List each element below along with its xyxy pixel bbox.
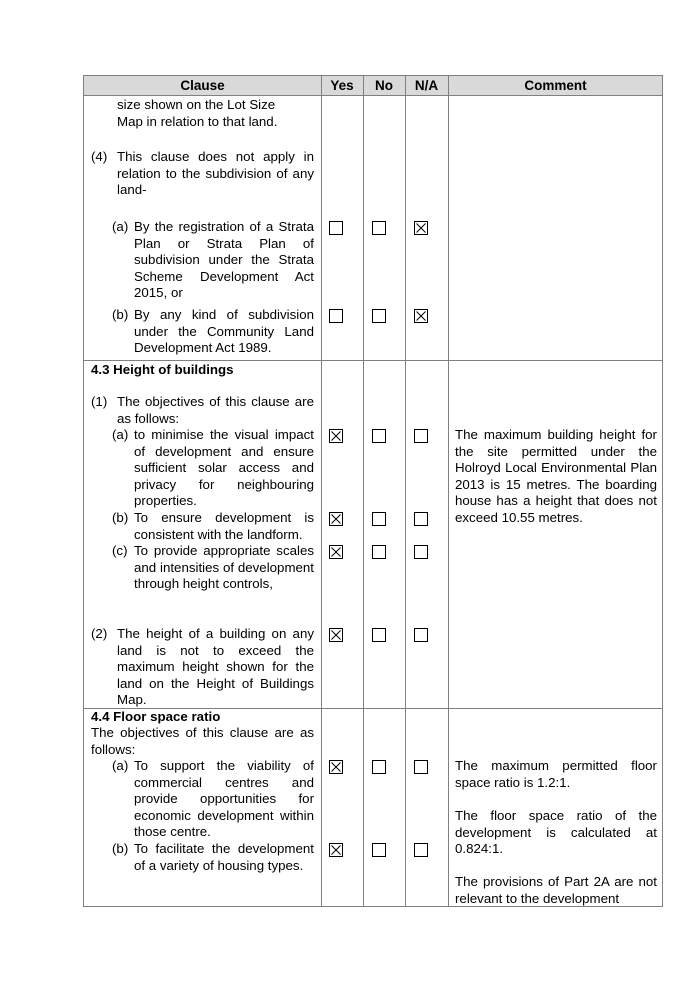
checkbox-no[interactable] xyxy=(372,628,386,642)
clause-continued-line: size shown on the Lot Size xyxy=(117,97,276,112)
clause-text: The objectives of this clause are as follows: xyxy=(117,394,314,426)
checkbox-no[interactable] xyxy=(372,221,386,235)
checkbox-na[interactable] xyxy=(414,429,428,443)
checkbox-row xyxy=(84,429,662,443)
checkbox-row xyxy=(84,221,662,235)
compliance-table xyxy=(83,75,663,907)
comment-text: The provisions of Part 2A are not relevant to the development xyxy=(455,874,657,906)
checkbox-row xyxy=(84,843,662,857)
checkbox-no[interactable] xyxy=(372,309,386,323)
checkbox-yes-checked[interactable] xyxy=(329,628,343,642)
section-heading: 4.3 Height of buildings xyxy=(91,362,234,377)
checkbox-yes-checked[interactable] xyxy=(329,545,343,559)
checkbox-no[interactable] xyxy=(372,512,386,526)
item-text: By any kind of subdivision under the Community Land Development Act 1989. xyxy=(134,307,314,356)
header-no: No xyxy=(375,78,393,93)
checkbox-na[interactable] xyxy=(414,545,428,559)
checkbox-no[interactable] xyxy=(372,843,386,857)
checkbox-yes[interactable] xyxy=(329,309,343,323)
checkbox-row xyxy=(84,760,662,774)
clause-continued-line: Map in relation to that land. xyxy=(117,114,278,129)
checkbox-row xyxy=(84,309,662,323)
checkbox-row xyxy=(84,628,662,642)
comment-text: The maximum building height for the site permitted under the Holroyd Local Environmental Plan 2013 is 15 metres. The boarding house has a height that does not exceed 10.55 metres. xyxy=(455,427,657,525)
header-yes: Yes xyxy=(330,78,354,93)
column-divider xyxy=(448,76,449,906)
header-clause: Clause xyxy=(180,78,225,93)
checkbox-yes-checked[interactable] xyxy=(329,429,343,443)
item-label: (a) xyxy=(112,427,129,442)
item-text: To support the viability of commercial centres and provide opportunities for economic development within those centre. xyxy=(134,758,314,840)
table-header xyxy=(84,76,662,95)
column-divider xyxy=(363,76,364,906)
item-text: to minimise the visual impact of development and ensure sufficient solar access and privacy for neighbouring properties. xyxy=(134,427,314,509)
section-heading: 4.4 Floor space ratio xyxy=(91,709,221,724)
item-label: (b) xyxy=(112,841,129,856)
item-label: (a) xyxy=(112,758,129,773)
clause-number: (4) xyxy=(91,149,108,164)
header-na: N/A xyxy=(414,78,439,93)
item-label: (c) xyxy=(112,543,128,558)
clause-text: This clause does not apply in relation to the subdivision of any land- xyxy=(117,149,314,198)
checkbox-no[interactable] xyxy=(372,545,386,559)
column-divider xyxy=(405,76,406,906)
comment-text: The floor space ratio of the development is calculated at 0.824:1. xyxy=(455,808,657,857)
item-label: (b) xyxy=(112,510,129,525)
column-divider xyxy=(321,76,322,906)
comment-text: The maximum permitted floor space ratio is 1.2:1. xyxy=(455,758,657,790)
checkbox-na[interactable] xyxy=(414,843,428,857)
checkbox-na[interactable] xyxy=(414,512,428,526)
item-text: To facilitate the development of a variety of housing types. xyxy=(134,841,314,873)
clause-text: The objectives of this clause are as follows: xyxy=(91,725,314,757)
row-divider xyxy=(84,360,662,361)
checkbox-na[interactable] xyxy=(414,628,428,642)
item-text: By the registration of a Strata Plan or Strata Plan of subdivision under the Strata Scheme Development Act 2015, or xyxy=(134,219,314,301)
clause-number: (2) xyxy=(91,626,108,641)
item-text: To ensure development is consistent with the landform. xyxy=(134,510,314,542)
checkbox-na[interactable] xyxy=(414,760,428,774)
checkbox-yes[interactable] xyxy=(329,221,343,235)
clause-text: The height of a building on any land is not to exceed the maximum height shown for the land on the Height of Buildings Map. xyxy=(117,626,314,708)
header-comment: Comment xyxy=(524,78,587,93)
checkbox-yes-checked[interactable] xyxy=(329,760,343,774)
checkbox-na-checked[interactable] xyxy=(414,221,428,235)
checkbox-yes-checked[interactable] xyxy=(329,512,343,526)
item-label: (a) xyxy=(112,219,129,234)
item-label: (b) xyxy=(112,307,129,322)
checkbox-row xyxy=(84,512,662,526)
checkbox-no[interactable] xyxy=(372,429,386,443)
checkbox-no[interactable] xyxy=(372,760,386,774)
checkbox-row xyxy=(84,545,662,559)
checkbox-na-checked[interactable] xyxy=(414,309,428,323)
clause-number: (1) xyxy=(91,394,108,409)
row-divider xyxy=(84,95,662,96)
item-text: To provide appropriate scales and intensities of development through height controls, xyxy=(134,543,314,592)
checkbox-yes-checked[interactable] xyxy=(329,843,343,857)
